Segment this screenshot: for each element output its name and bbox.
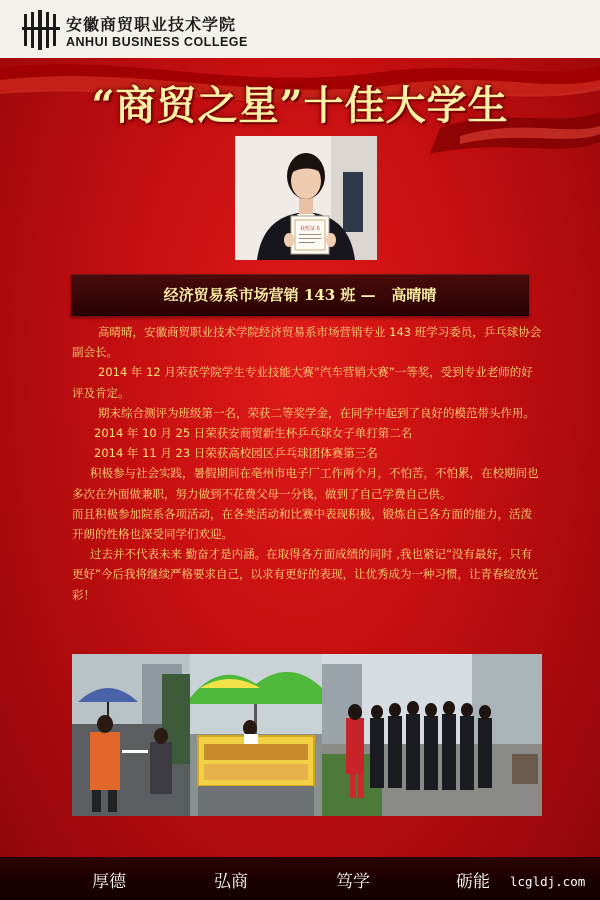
bio-paragraph: 过去并不代表未来 勤奋才是内涵。在取得各方面成绩的同时 ,我也紧记“没有最好，只有更好”今后我将继续严格要求自己，以求有更好的表现，让优秀成为一种习惯，让青春绽放光彩！ — [72, 547, 538, 602]
bio-paragraph: 高晴晴，安徽商贸职业技术学院经济贸易系市场营销专业 143 班学习委员，乒乓球协会副会长。 — [72, 325, 542, 360]
student-biography — [72, 322, 542, 605]
certificate-label: 获奖证书 — [299, 226, 321, 232]
motto-houde: 厚德 — [92, 872, 126, 892]
photo-group-students — [322, 654, 542, 816]
page-title: “商贸之星”十佳大学生 — [91, 82, 509, 129]
bio-paragraph: 2014 年 12 月荣获学院学生专业技能大赛“汽车营销大赛”一等奖，受到专业老师的好评及肯定。 — [72, 365, 533, 400]
nameplate-text: 经济贸易系市场营销 143 班 — 高晴晴 — [163, 286, 437, 304]
motto-lineng: 砺能 — [456, 872, 490, 892]
motto-duxue: 笃学 — [336, 872, 370, 892]
portrait-illustration — [235, 136, 377, 260]
student-nameplate — [71, 274, 529, 316]
bio-paragraph: 2014 年 11 月 23 日荣获高校园区乒乓球团体赛第三名 — [94, 446, 378, 461]
college-name-english: ANHUI BUSINESS COLLEGE — [66, 35, 248, 49]
bio-paragraph: 2014 年 10 月 25 日荣获安商贸新生杯乒乓球女子单打第二名 — [94, 426, 413, 441]
site-watermark: lcgldj.com — [510, 874, 586, 889]
bio-paragraph: 期末综合测评为班级第一名，荣获二等奖学金，在同学中起到了良好的模范带头作用。 — [98, 405, 535, 420]
header-strip — [0, 0, 600, 58]
photo-umbrella-flyers — [72, 654, 190, 816]
activity-photos — [72, 654, 542, 816]
bio-paragraph: 而且积极参加院系各项活动，在各类活动和比赛中表现积极，锻炼自己各方面的能力，活泼开朗的性格也深受同学们欢迎。 — [72, 506, 532, 542]
college-logo-icon — [22, 10, 60, 50]
college-name-chinese: 安徽商贸职业技术学院 — [66, 15, 237, 34]
motto-hongshang: 弘商 — [214, 872, 248, 892]
bio-paragraph: 积极参与社会实践，暑假期间在亳州市电子厂工作两个月，不怕苦，不怕累，在校期间也多次在外面做兼职，努力做到不花费父母一分钱，做到了自己学费自己供。 — [72, 466, 539, 501]
photo-food-stall — [190, 654, 322, 816]
student-portrait — [235, 136, 377, 260]
